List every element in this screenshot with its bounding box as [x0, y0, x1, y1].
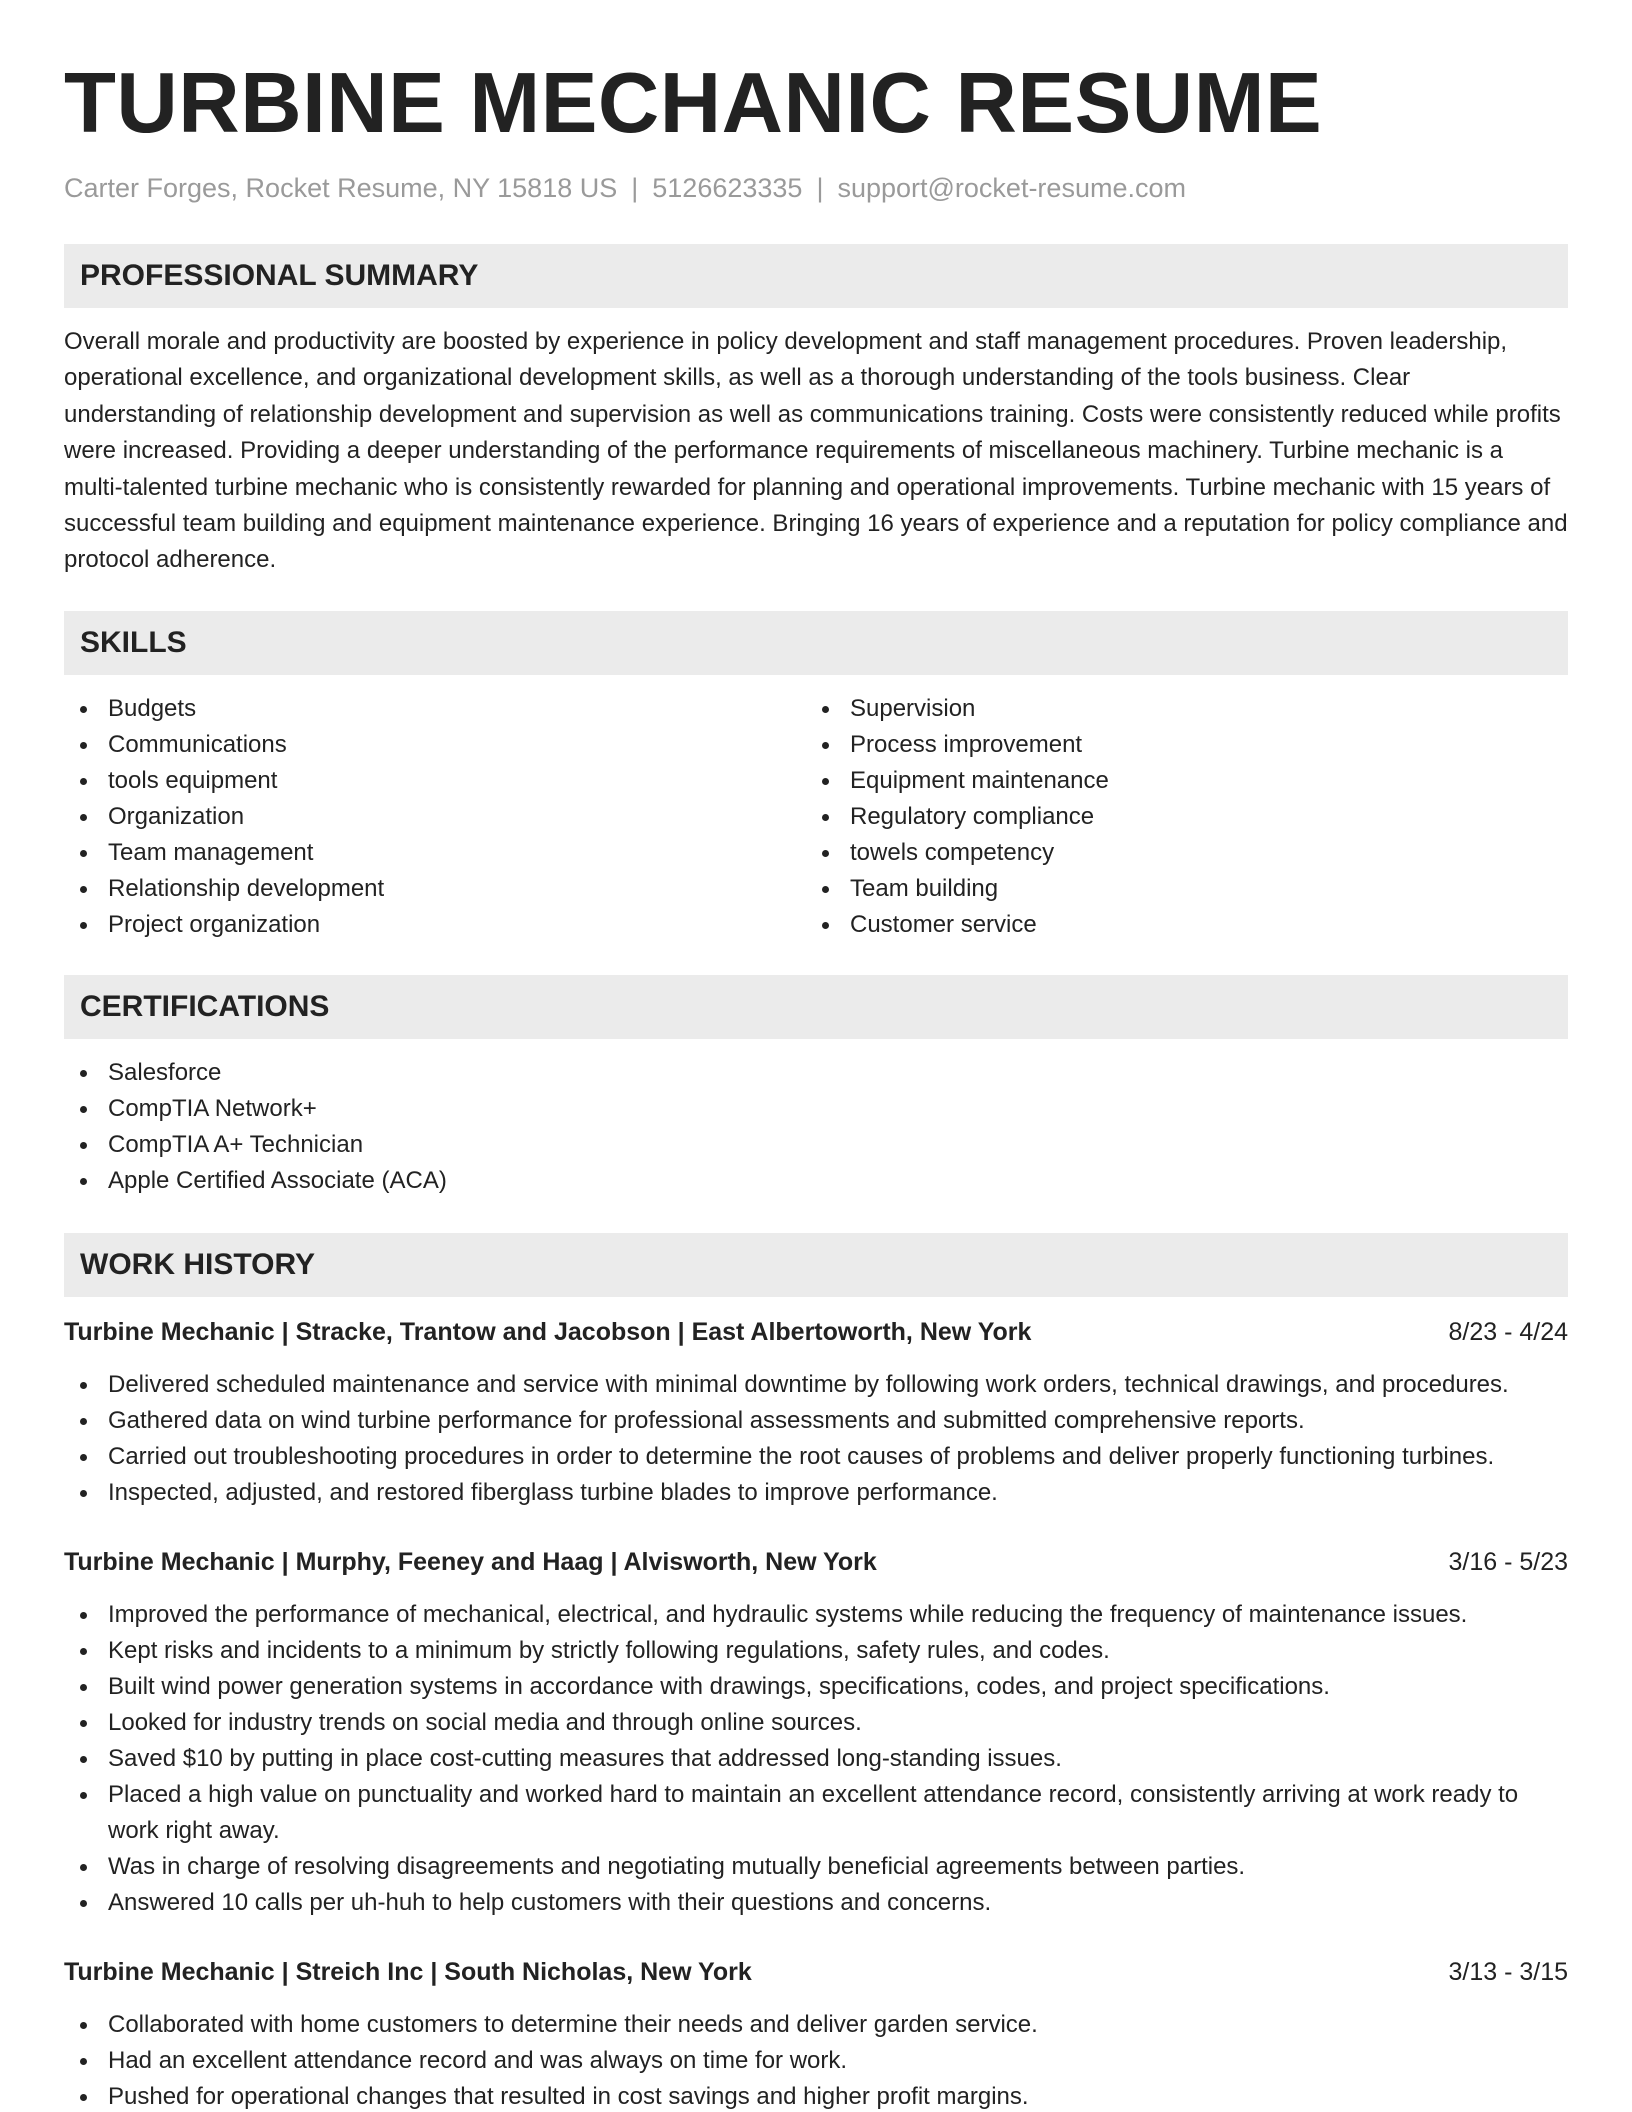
job-bullet: Answered 10 calls per uh-huh to help customers with their questions and concerns. [64, 1885, 1568, 1921]
skill-item: Relationship development [64, 871, 806, 907]
job-bullets [64, 2007, 1568, 2112]
skills-column-left [64, 675, 806, 943]
job-bullets [64, 1367, 1568, 1511]
job-bullet: Delivered scheduled maintenance and service with minimal downtime by following work orders, technical drawings, and procedures. [64, 1367, 1568, 1403]
summary-text: Overall morale and productivity are boosted by experience in policy development and staff management procedures. Proven leadership, operational excellence, and organizational development skills, as well as a thorough understanding of the tools business. Clear understanding of relationship development and supervision as well as communications training. Costs were consistently reduced while profits were increased. Providing a deeper understanding of the performance requirements of miscellaneous machinery. Turbine mechanic is a multi-talented turbine mechanic who is consistently rewarded for planning and operational improvements. Turbine mechanic with 15 years of successful team building and equipment maintenance experience. Bringing 16 years of experience and a reputation for policy compliance and protocol adherence. [64, 328, 1568, 574]
job-bullet: Was in charge of resolving disagreements and negotiating mutually beneficial agreements between parties. [64, 1849, 1568, 1885]
job-header [64, 1955, 1568, 1989]
job-bullet: Placed a high value on punctuality and worked hard to maintain an excellent attendance record, consistently arriving at work ready to work right away. [64, 1777, 1568, 1849]
job-dates: 8/23 - 4/24 [1448, 1317, 1568, 1346]
job-bullet: Saved $10 by putting in place cost-cutting measures that addressed long-standing issues. [64, 1741, 1568, 1777]
skills-grid [64, 675, 1568, 943]
skill-item: Budgets [64, 691, 806, 727]
job-bullet: Built wind power generation systems in accordance with drawings, specifications, codes, and project specifications. [64, 1669, 1568, 1705]
job-bullets [64, 1597, 1568, 1921]
job-header [64, 1545, 1568, 1579]
skill-item: Communications [64, 727, 806, 763]
job-entry [64, 1545, 1568, 1921]
job-entry [64, 1315, 1568, 1511]
job-entry [64, 1955, 1568, 2112]
skill-item: Project organization [64, 907, 806, 943]
skill-item: Customer service [806, 907, 1548, 943]
work-history-heading: WORK HISTORY [64, 1233, 1568, 1297]
job-bullet: Kept risks and incidents to a minimum by strictly following regulations, safety rules, and codes. [64, 1633, 1568, 1669]
skill-item: towels competency [806, 835, 1548, 871]
skill-item: Supervision [806, 691, 1548, 727]
resume-content [64, 54, 1568, 2112]
job-dates: 3/16 - 5/23 [1448, 1547, 1568, 1576]
skill-item: Team building [806, 871, 1548, 907]
skills-list-left [64, 691, 806, 943]
contact-separator: | [816, 173, 824, 203]
job-dates: 3/13 - 3/15 [1448, 1957, 1568, 1986]
resume-title: TURBINE MECHANIC RESUME [64, 56, 1323, 151]
job-bullet: Collaborated with home customers to determine their needs and deliver garden service. [64, 2007, 1568, 2043]
contact-address: Carter Forges, Rocket Resume, NY 15818 US [64, 173, 618, 203]
skill-item: Regulatory compliance [806, 799, 1548, 835]
certifications-list [64, 1055, 1568, 1199]
job-title: Turbine Mechanic | Streich Inc | South Nicholas, New York [64, 1957, 752, 1986]
skills-column-right [806, 675, 1548, 943]
job-title: Turbine Mechanic | Murphy, Feeney and Haag | Alvisworth, New York [64, 1547, 877, 1576]
job-bullet: Looked for industry trends on social media and through online sources. [64, 1705, 1568, 1741]
job-bullet: Had an excellent attendance record and was always on time for work. [64, 2043, 1568, 2079]
contact-email: support@rocket-resume.com [837, 173, 1186, 203]
job-header [64, 1315, 1568, 1349]
skills-heading: SKILLS [64, 611, 1568, 675]
certification-item: CompTIA Network+ [64, 1091, 1568, 1127]
skill-item: Process improvement [806, 727, 1548, 763]
skills-list-right [806, 691, 1548, 943]
job-bullet: Pushed for operational changes that resulted in cost savings and higher profit margins. [64, 2079, 1568, 2112]
skill-item: Equipment maintenance [806, 763, 1548, 799]
job-bullet: Carried out troubleshooting procedures in order to determine the root causes of problems and deliver properly functioning turbines. [64, 1439, 1568, 1475]
job-bullet: Improved the performance of mechanical, electrical, and hydraulic systems while reducing the frequency of maintenance issues. [64, 1597, 1568, 1633]
certification-item: Apple Certified Associate (ACA) [64, 1163, 1568, 1199]
job-bullet: Gathered data on wind turbine performance for professional assessments and submitted comprehensive reports. [64, 1403, 1568, 1439]
certification-item: Salesforce [64, 1055, 1568, 1091]
certifications-heading: CERTIFICATIONS [64, 975, 1568, 1039]
skill-item: Team management [64, 835, 806, 871]
skill-item: tools equipment [64, 763, 806, 799]
job-title: Turbine Mechanic | Stracke, Trantow and Jacobson | East Albertoworth, New York [64, 1317, 1032, 1346]
certification-item: CompTIA A+ Technician [64, 1127, 1568, 1163]
summary-heading: PROFESSIONAL SUMMARY [64, 244, 1568, 308]
skill-item: Organization [64, 799, 806, 835]
job-bullet: Inspected, adjusted, and restored fiberglass turbine blades to improve performance. [64, 1475, 1568, 1511]
contact-line [64, 170, 1568, 206]
contact-phone: 5126623335 [652, 173, 803, 203]
contact-separator: | [631, 173, 639, 203]
